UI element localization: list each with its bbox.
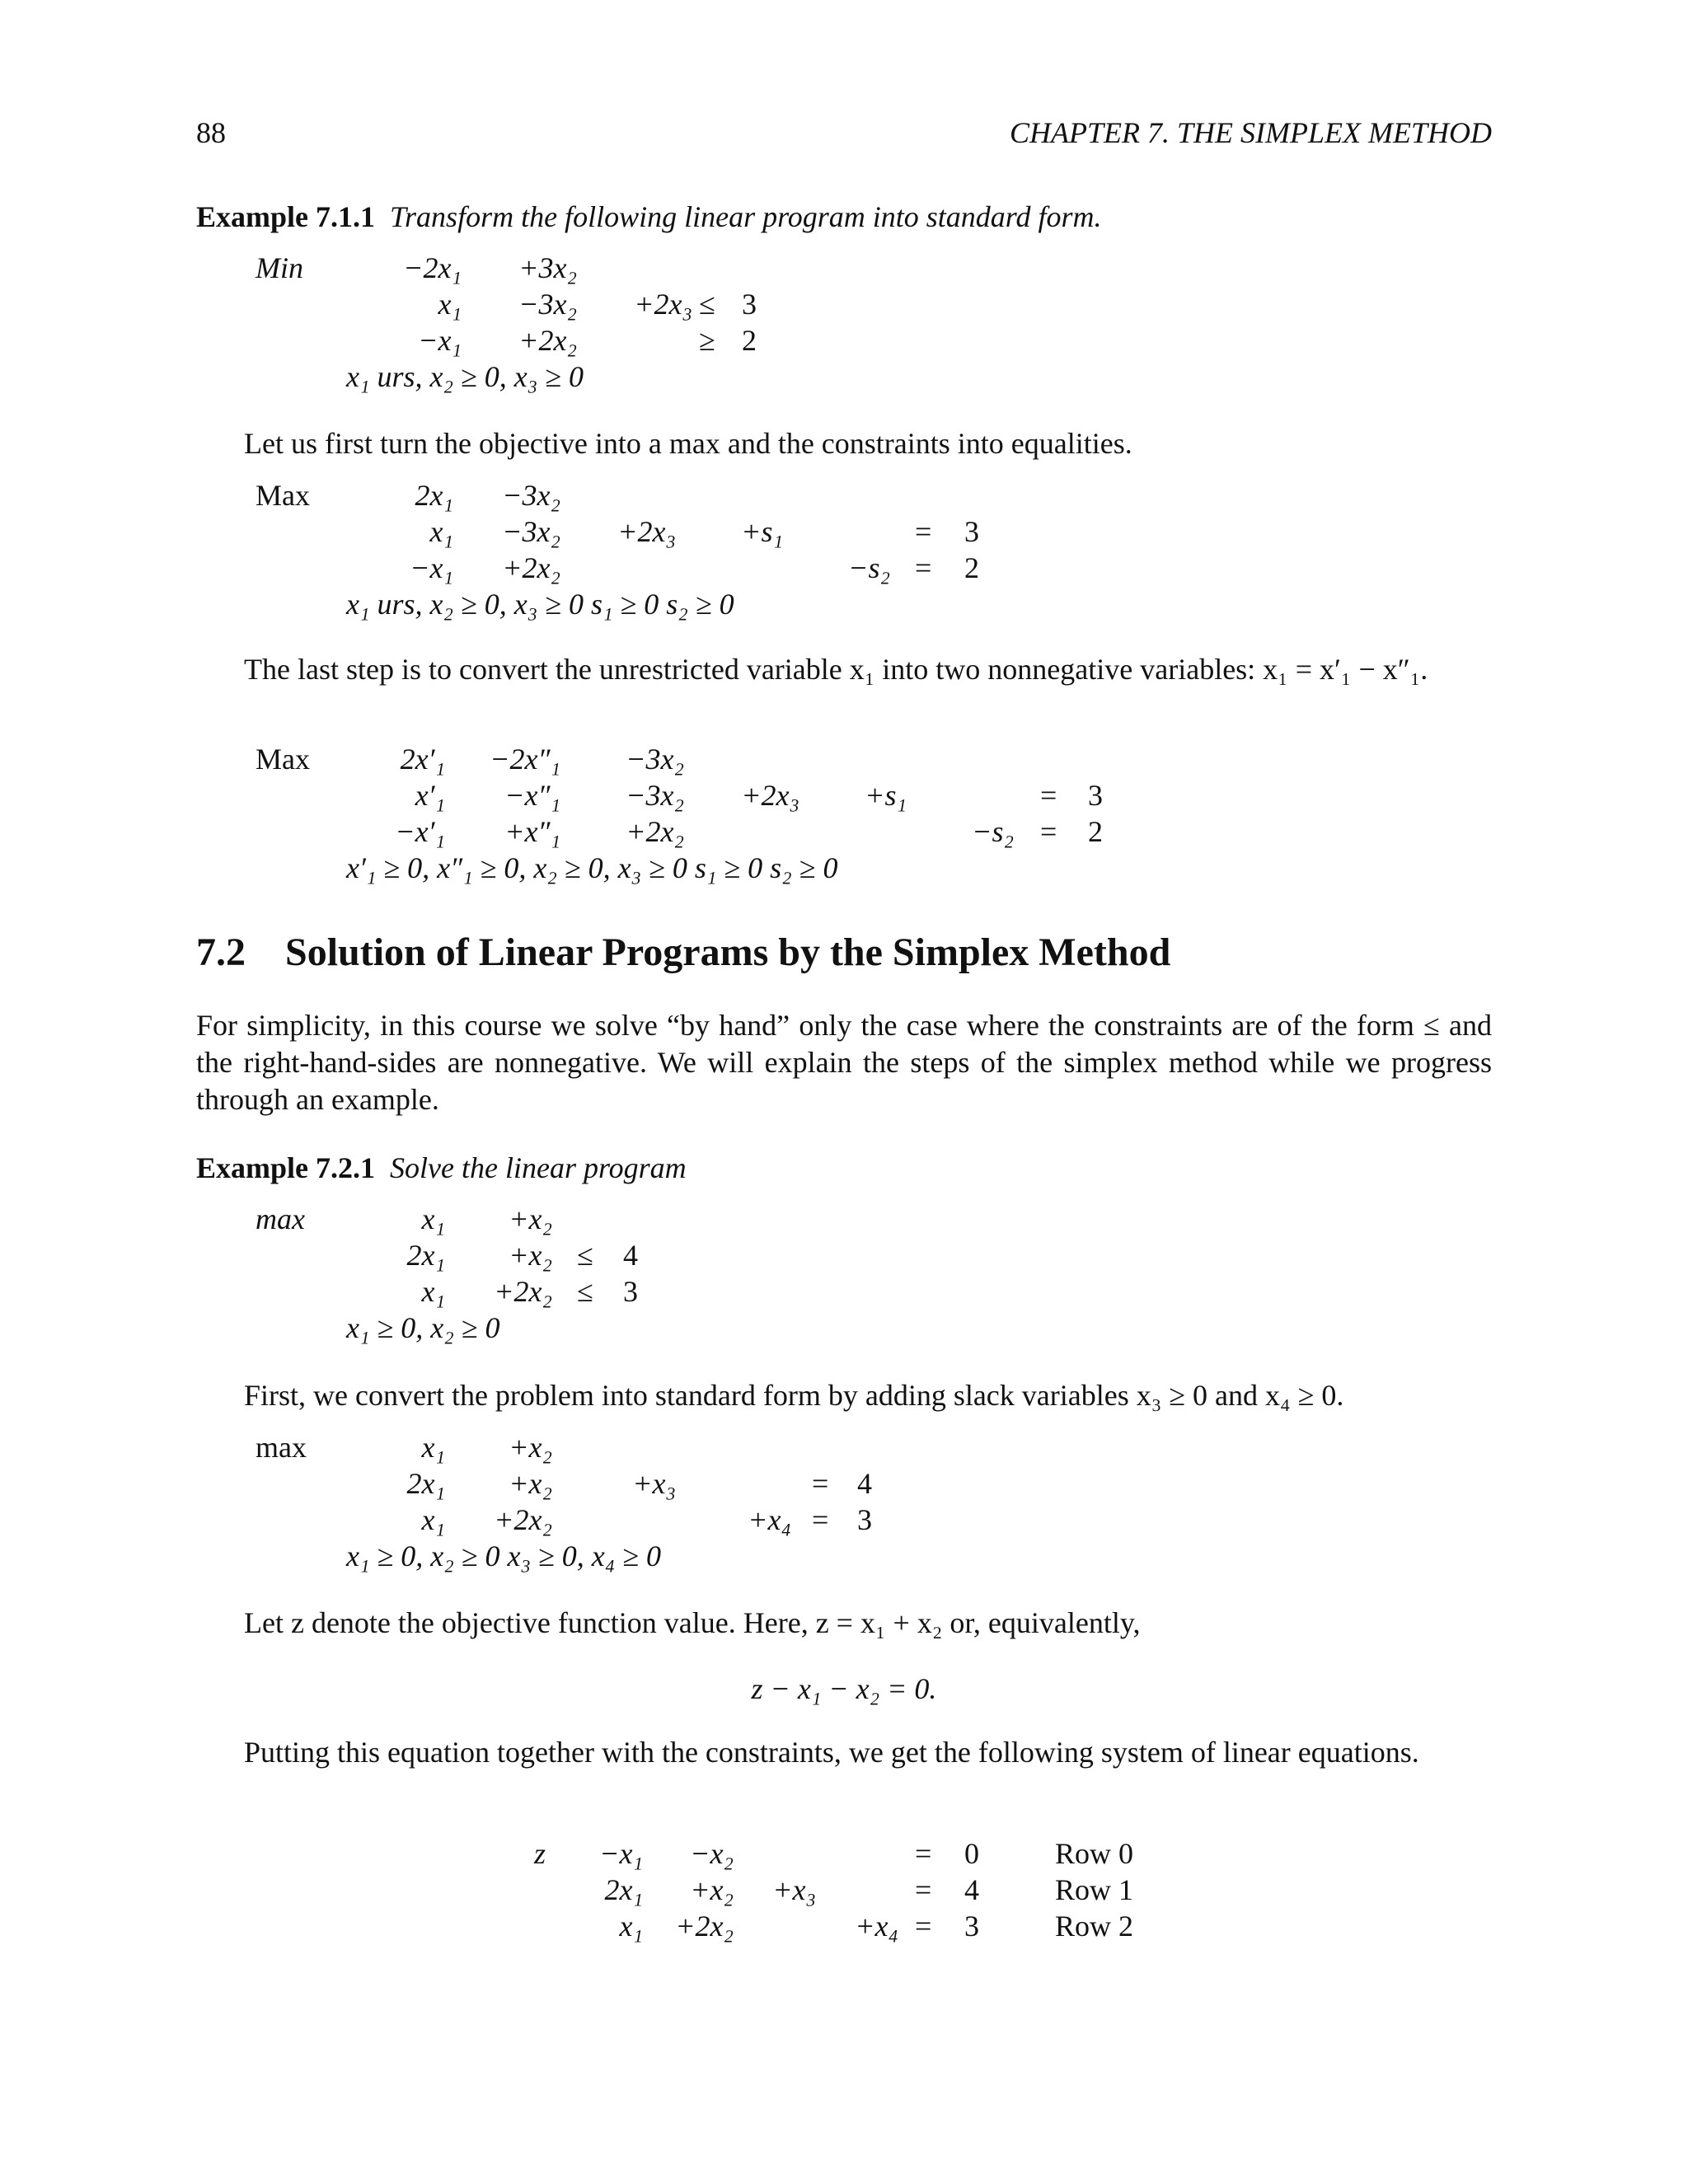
lp-cell: 3 [742,288,757,321]
lp-cell: +2x₂ [494,1503,552,1536]
lp-cell: z [534,1837,546,1870]
lp-cell: +2x₃ [634,288,692,321]
lp-cell: 4 [964,1873,979,1906]
lp-cell: +x₄ [855,1910,898,1943]
lp-cell: 2 [742,324,757,357]
lp-cell: 2x₁ [604,1873,643,1906]
lp-cell: −x′₁ [395,815,445,848]
lp-cell: x₁ [421,1431,445,1464]
lp-cell: −s₂ [972,815,1014,848]
example-statement: Solve the linear program [390,1151,687,1184]
paragraph: For simplicity, in this course we solve “by hand” only the case where the constraints are of the form ≤ and the right-hand-sides are nonnegative. We will explain the steps of the simplex method while we progress through an example. [196,1009,1492,1116]
lp-cell: 4 [857,1467,872,1500]
lp-cell: ≤ [699,288,715,321]
row-label: Row 2 [1055,1910,1134,1943]
lp-cell: 2 [964,551,979,584]
lp-cell: 0 [964,1837,979,1870]
lp-cell: x′₁ [415,779,445,812]
lp-cell: +x₃ [632,1467,676,1500]
lp-cell: −3x₂ [502,515,560,548]
lp-cell: +x₂ [509,1202,552,1235]
lp-cell: +3x₂ [518,251,577,284]
lp-cell: 3 [857,1503,872,1536]
lp-cell: max [256,1431,307,1464]
lp-cell: = [915,1873,932,1906]
lp-cell: +2x₃ [617,515,676,548]
lp-cell: Min [256,251,303,284]
lp-cell: = [812,1503,829,1536]
lp-cell: +x₂ [509,1431,552,1464]
lp-cell: 3 [623,1275,638,1308]
lp-cell: +s₁ [865,779,907,812]
lp-cell: −3x₂ [518,288,577,321]
lp-cell: +2x₂ [502,551,560,584]
page-number: 88 [196,116,226,149]
lp-cell: = [915,515,932,548]
section-heading [196,929,1170,977]
paragraph: The last step is to convert the unrestricted variable x₁ into two nonnegative variables: x₁ = x′₁ − x″₁. [244,653,1428,686]
lp-cell: = [1040,779,1057,812]
lp-cell: = [1040,815,1057,848]
lp-cell: −2x₁ [403,251,462,284]
lp-cell: +x″₁ [504,815,560,848]
example-statement: Transform the following linear program into standard form. [390,200,1102,233]
lp-bounds: x₁ urs, x₂ ≥ 0, x₃ ≥ 0 [346,360,584,393]
paragraph: First, we convert the problem into standard form by adding slack variables x₃ ≥ 0 and x₄ ≥ 0. [244,1379,1344,1412]
lp-cell: −s₂ [848,551,890,584]
lp-cell: −2x″₁ [490,743,560,776]
lp-cell: +2x₂ [675,1910,734,1943]
lp-cell: ≤ [577,1275,593,1308]
lp-cell: +2x₂ [626,815,684,848]
lp-bounds: x₁ urs, x₂ ≥ 0, x₃ ≥ 0 s₁ ≥ 0 s₂ ≥ 0 [346,588,734,621]
example-label: Example 7.1.1 [196,200,376,233]
display-equation: z − x₁ − x₂ = 0. [751,1672,937,1705]
lp-bounds: x₁ ≥ 0, x₂ ≥ 0 [346,1311,500,1344]
lp-cell: −x₁ [599,1837,643,1870]
lp-cell: = [812,1467,829,1500]
lp-cell: +x₂ [509,1239,552,1272]
row-label: Row 1 [1055,1873,1134,1906]
lp-cell: x₁ [438,288,462,321]
lp-bounds: x′₁ ≥ 0, x″₁ ≥ 0, x₂ ≥ 0, x₃ ≥ 0 s₁ ≥ 0 s₂ ≥ 0 [346,851,838,884]
lp-cell: 2x₁ [406,1467,445,1500]
lp-cell: 3 [964,1910,979,1943]
lp-cell: max [256,1202,305,1235]
lp-cell: Max [256,743,310,776]
lp-cell: +2x₂ [494,1275,552,1308]
lp-cell: x₁ [429,515,453,548]
lp-cell: 2 [1088,815,1103,848]
paragraph: Let us first turn the objective into a max and the constraints into equalities. [244,427,1132,460]
lp-cell: −3x₂ [626,779,684,812]
lp-cell: −x″₁ [504,779,560,812]
paragraph: Let z denote the objective function value. Here, z = x₁ + x₂ or, equivalently, [244,1606,1141,1639]
lp-cell: ≤ [577,1239,593,1272]
lp-cell: 2x₁ [415,479,453,512]
section-title: Solution of Linear Programs by the Simplex Method [285,930,1171,974]
lp-cell: ≥ [699,324,715,357]
lp-cell: x₁ [421,1503,445,1536]
lp-cell: 4 [623,1239,638,1272]
lp-cell: −x₁ [410,551,453,584]
lp-cell: +x₃ [772,1873,816,1906]
lp-cell: +x₄ [748,1503,791,1536]
lp-cell: = [915,551,932,584]
lp-cell: +x₂ [509,1467,552,1500]
lp-cell: 2x′₁ [400,743,445,776]
section-number: 7.2 [196,930,246,974]
lp-cell: 2x₁ [406,1239,445,1272]
lp-cell: x₁ [421,1202,445,1235]
lp-cell: 3 [964,515,979,548]
lp-cell: x₁ [619,1910,643,1943]
lp-cell: +s₁ [741,515,783,548]
lp-cell: −3x₂ [626,743,684,776]
lp-cell: +2x₂ [518,324,577,357]
example-7-1-1-heading [196,199,1101,236]
lp-cell: +x₂ [690,1873,734,1906]
lp-cell: x₁ [421,1275,445,1308]
lp-cell: −3x₂ [502,479,560,512]
example-7-2-1-heading [196,1151,687,1187]
row-label: Row 0 [1055,1837,1134,1870]
running-title: CHAPTER 7. THE SIMPLEX METHOD [1010,116,1492,149]
lp-cell: Max [256,479,310,512]
lp-cell: = [915,1910,932,1943]
lp-cell: = [915,1837,932,1870]
paragraph: Putting this equation together with the constraints, we get the following system of linear equations. [244,1736,1419,1769]
lp-cell: +2x₃ [741,779,799,812]
lp-cell: 3 [1088,779,1103,812]
example-label: Example 7.2.1 [196,1151,376,1184]
lp-cell: −x₂ [690,1837,734,1870]
lp-cell: −x₁ [418,324,462,357]
lp-bounds: x₁ ≥ 0, x₂ ≥ 0 x₃ ≥ 0, x₄ ≥ 0 [346,1540,662,1572]
